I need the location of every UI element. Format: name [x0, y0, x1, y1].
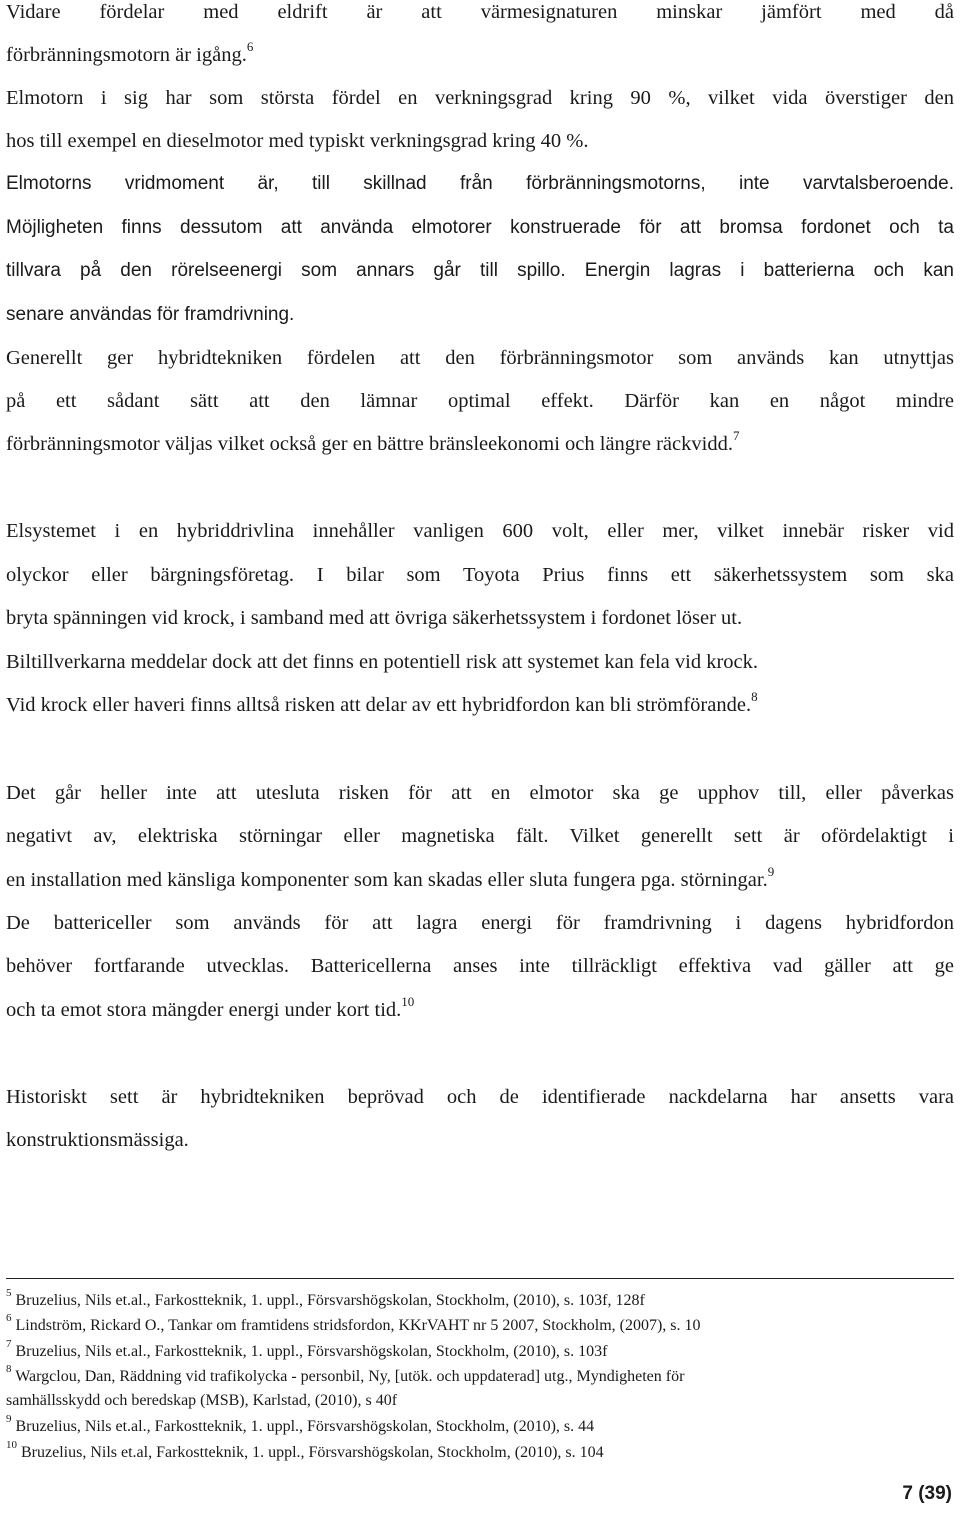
body-line: förbränningsmotor väljas vilket också ger en bättre bränsleekonomi och längre räckvidd.$^7$	[6, 428, 740, 455]
body-line: De battericeller som används för att lagra energi för framdrivning i dagens hybridfordon	[6, 912, 954, 934]
footnote-number: 5	[6, 1286, 12, 1299]
body-line: Det går heller inte att utesluta risken för att en elmotor ska ge upphov till, eller påverkas	[6, 782, 954, 804]
footnote-ref[interactable]: 10	[401, 994, 415, 1010]
footnote-item: $^8$ Wargclou, Dan, Räddning vid trafikolycka - personbil, Ny, [utök. och uppdaterad] utg., Myndigheten för	[6, 1362, 685, 1385]
footnote-ref[interactable]: 9	[767, 864, 775, 880]
body-line: senare användas för framdrivning.	[6, 304, 295, 325]
footnote-item: $^{10}$ Bruzelius, Nils et.al, Farkostteknik, 1. uppl., Försvarshögskolan, Stockholm, (2010), s. 104	[6, 1438, 604, 1461]
footnote-number: 10	[6, 1438, 17, 1451]
body-line: behöver fortfarande utvecklas. Battericellerna anses inte tillräckligt effektiva vad gäller att ge	[6, 955, 954, 977]
body-line: Generellt ger hybridtekniken fördelen att den förbränningsmotor som används kan utnyttjas	[6, 347, 954, 369]
footnote-item: $^5$ Bruzelius, Nils et.al., Farkostteknik, 1. uppl., Försvarshögskolan, Stockholm, (2010), s. 103f, 128f	[6, 1286, 645, 1309]
footnote-number: 8	[6, 1362, 12, 1375]
body-line: hos till exempel en dieselmotor med typiskt verkningsgrad kring 40 %.	[6, 130, 589, 152]
footnote-number: 6	[6, 1311, 12, 1324]
body-line: Elmotorn i sig har som största fördel en verkningsgrad kring 90 %, vilket vida överstiger den	[6, 87, 954, 109]
body-line: Vidare fördelar med eldrift är att värmesignaturen minskar jämfört med då	[6, 1, 954, 23]
footnote-divider	[6, 1278, 954, 1279]
footnote-ref[interactable]: 6	[246, 39, 254, 55]
footnote-number: 9	[6, 1412, 12, 1425]
body-line: förbränningsmotorn är igång.$^6$	[6, 39, 254, 66]
body-line: olyckor eller bärgningsföretag. I bilar som Toyota Prius finns ett säkerhetssystem som ska	[6, 564, 954, 586]
body-line: negativt av, elektriska störningar eller magnetiska fält. Vilket generellt sett är ofördelaktigt i	[6, 825, 954, 847]
body-line: Historiskt sett är hybridtekniken beprövad och de identifierade nackdelarna har ansetts vara	[6, 1086, 954, 1108]
body-line: Möjligheten finns dessutom att använda elmotorer konstruerade för att bromsa fordonet och ta	[6, 217, 954, 238]
footnote-item: $^7$ Bruzelius, Nils et.al., Farkostteknik, 1. uppl., Försvarshögskolan, Stockholm, (2010), s. 103f	[6, 1337, 608, 1360]
footnote-item: $^9$ Bruzelius, Nils et.al., Farkostteknik, 1. uppl., Försvarshögskolan, Stockholm, (2010), s. 44	[6, 1412, 595, 1435]
body-line: Biltillverkarna meddelar dock att det finns en potentiell risk att systemet kan fela vid krock.	[6, 651, 759, 673]
body-line: på ett sådant sätt att den lämnar optimal effekt. Därför kan en något mindre	[6, 390, 954, 412]
body-line: Elmotorns vridmoment är, till skillnad från förbränningsmotorns, inte varvtalsberoende.	[6, 173, 954, 194]
body-line: tillvara på den rörelseenergi som annars går till spillo. Energin lagras i batterierna och kan	[6, 260, 954, 281]
body-line: bryta spänningen vid krock, i samband med att övriga säkerhetssystem i fordonet löser ut.	[6, 607, 743, 629]
body-line: Vid krock eller haveri finns alltså risken att delar av ett hybridfordon kan bli strömförande.$^8$	[6, 689, 758, 716]
footnote-ref[interactable]: 8	[751, 689, 758, 705]
body-line: konstruktionsmässiga.	[6, 1129, 189, 1151]
footnote-item: $^6$ Lindström, Rickard O., Tankar om framtidens stridsfordon, KKrVAHT nr 5 2007, Stockholm, (2007), s. 10	[6, 1311, 701, 1334]
footnote-number: 7	[6, 1337, 12, 1350]
body-line: Elsystemet i en hybriddrivlina innehåller vanligen 600 volt, eller mer, vilket innebär risker vid	[6, 520, 954, 542]
body-line: och ta emot stora mängder energi under kort tid.$^{10}$	[6, 994, 415, 1021]
page-number: 7 (39)	[902, 1483, 952, 1504]
footnote-item: samhällsskydd och beredskap (MSB), Karlstad, (2010), s 40f	[6, 1392, 398, 1409]
body-line: en installation med känsliga komponenter som kan skadas eller sluta fungera pga. störningar.$^9$	[6, 864, 775, 891]
footnote-ref[interactable]: 7	[732, 428, 740, 444]
